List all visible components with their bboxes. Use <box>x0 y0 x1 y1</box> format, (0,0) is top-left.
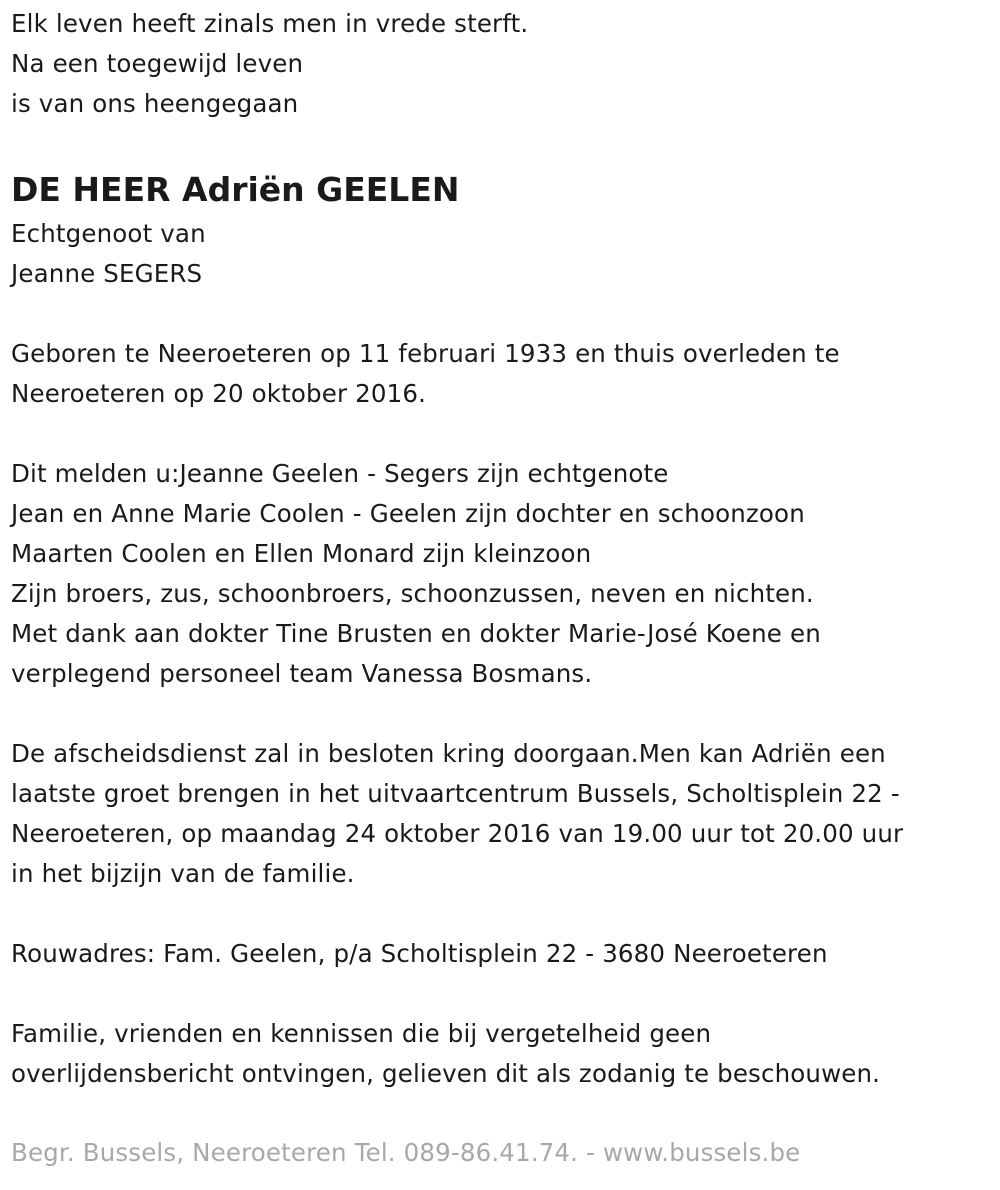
spacer <box>11 124 986 164</box>
closing-line: Familie, vrienden en kennissen die bij vergetelheid geen <box>11 1019 712 1048</box>
spacer <box>11 694 986 734</box>
birth-death-section <box>11 334 986 414</box>
announcer-line: Zijn broers, zus, schoonbroers, schoonzussen, neven en nichten. <box>11 579 814 608</box>
birth-death-line: Geboren te Neeroeteren op 11 februari 1933 en thuis overleden te <box>11 339 840 368</box>
intro-line: Na een toegewijd leven <box>11 49 304 78</box>
announcer-line: Dit melden u:Jeanne Geelen - Segers zijn echtgenote <box>11 459 669 488</box>
service-line: De afscheidsdienst zal in besloten kring doorgaan.Men kan Adriën een <box>11 739 886 768</box>
obituary-notice <box>11 4 986 1094</box>
announcer-line: Met dank aan dokter Tine Brusten en dokter Marie-José Koene en <box>11 619 821 648</box>
announcer-line: Jean en Anne Marie Coolen - Geelen zijn dochter en schoonzoon <box>11 499 805 528</box>
spacer <box>11 294 986 334</box>
announcer-line: Maarten Coolen en Ellen Monard zijn kleinzoon <box>11 539 592 568</box>
closing-section <box>11 1014 986 1094</box>
birth-death-line: Neeroeteren op 20 oktober 2016. <box>11 379 427 408</box>
service-line: in het bijzijn van de familie. <box>11 859 355 888</box>
address-section <box>11 934 986 974</box>
announcer-line: verplegend personeel team Vanessa Bosmans. <box>11 659 593 688</box>
mourning-address: Rouwadres: Fam. Geelen, p/a Scholtisplein 22 - 3680 Neeroeteren <box>11 939 828 968</box>
service-line: laatste groet brengen in het uitvaartcentrum Bussels, Scholtisplein 22 - <box>11 779 900 808</box>
spacer <box>11 974 986 1014</box>
deceased-section <box>11 166 986 294</box>
service-section <box>11 734 986 894</box>
deceased-name: DE HEER Adriën GEELEN <box>11 170 460 209</box>
spacer <box>11 414 986 454</box>
spacer <box>11 894 986 934</box>
intro-section <box>11 4 986 124</box>
announcers-section <box>11 454 986 694</box>
relation-line: Echtgenoot van <box>11 219 206 248</box>
service-line: Neeroeteren, op maandag 24 oktober 2016 van 19.00 uur tot 20.00 uur <box>11 819 904 848</box>
intro-line: is van ons heengegaan <box>11 89 299 118</box>
closing-line: overlijdensbericht ontvingen, gelieven dit als zodanig te beschouwen. <box>11 1059 881 1088</box>
funeral-home-footer: Begr. Bussels, Neeroeteren Tel. 089-86.41.74. - www.bussels.be <box>11 1138 801 1167</box>
intro-line: Elk leven heeft zinals men in vrede sterft. <box>11 9 529 38</box>
spouse-name: Jeanne SEGERS <box>11 259 203 288</box>
